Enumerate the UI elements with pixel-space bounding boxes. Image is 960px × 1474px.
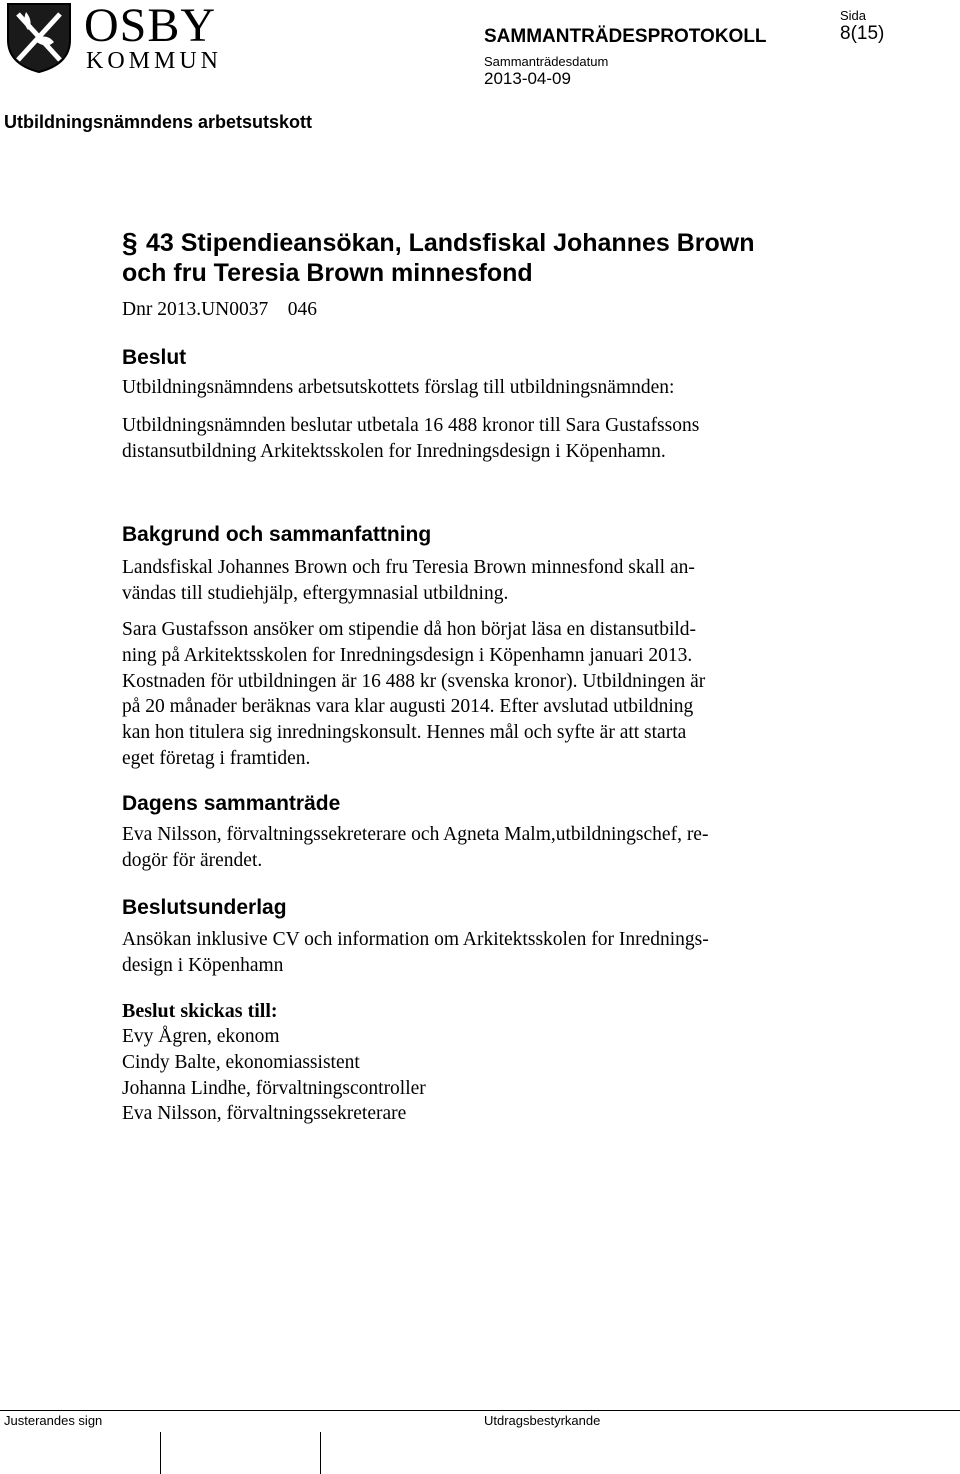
paragraph-line: Kostnaden för utbildningen är 16 488 kr (svenska kronor). Utbildningen är [122, 670, 706, 692]
paragraph-line: design i Köpenhamn [122, 954, 284, 976]
org-subtitle: KOMMUN [86, 48, 223, 74]
recipient-item: Evy Ågren, ekonom [122, 1026, 280, 1047]
paragraph-line: på 20 månader beräknas vara klar augusti 2014. Efter avslutad utbildning [122, 696, 694, 718]
municipal-crest-logo [4, 2, 74, 74]
bakgrund-heading: Bakgrund och sammanfattning [122, 523, 432, 546]
paragraph-line: kan hon titulera sig inredningskonsult. Hennes mål och syfte är att starta [122, 722, 687, 744]
underlag-heading: Beslutsunderlag [122, 896, 287, 919]
recipient-item: Cindy Balte, ekonomiassistent [122, 1051, 360, 1073]
recipient-item: Eva Nilsson, förvaltningssekreterare [122, 1103, 407, 1125]
footer-divider [0, 1410, 960, 1411]
paragraph-line: dogör för ärendet. [122, 849, 263, 871]
paragraph-line: Eva Nilsson, förvaltningssekreterare och Agneta Malm,utbildningschef, re- [122, 824, 709, 845]
dagens-heading: Dagens sammanträde [122, 792, 341, 815]
paragraph-line: Sara Gustafsson ansöker om stipendie då hon börjat läsa en distansutbild- [122, 619, 697, 640]
skickas-heading: Beslut skickas till: [122, 1000, 278, 1022]
committee-name: Utbildningsnämndens arbetsutskott [4, 112, 313, 132]
paragraph-line: Ansökan inklusive CV och information om Arkitektsskolen for Inrednings- [122, 929, 709, 950]
justerandes-sign-label: Justerandes sign [4, 1413, 103, 1428]
signature-box-divider [320, 1432, 321, 1474]
paragraph-line: eget företag i framtiden. [122, 747, 311, 769]
signature-box-divider [160, 1432, 161, 1474]
dagens-text [122, 822, 802, 874]
section-title [122, 228, 846, 288]
bakgrund-para1 [122, 555, 802, 607]
utdragsbestyrkande-label: Utdragsbestyrkande [484, 1413, 601, 1428]
diary-number: Dnr 2013.UN0037 046 [122, 299, 317, 320]
section-title-line2: och fru Teresia Brown minnesfond [122, 259, 533, 287]
beslut-line: distansutbildning Arkitektsskolen for Inredningsdesign i Köpenhamn. [122, 440, 666, 462]
date-value: 2013-04-09 [484, 69, 571, 88]
document-type: SAMMANTRÄDESPROTOKOLL [484, 26, 767, 47]
paragraph-line: vändas till studiehjälp, eftergymnasial utbildning. [122, 582, 509, 604]
beslut-line: Utbildningsnämnden beslutar utbetala 16 488 kronor till Sara Gustafssons [122, 415, 700, 436]
beslut-heading: Beslut [122, 346, 187, 369]
beslut-intro: Utbildningsnämndens arbetsutskottets förslag till utbildningsnämnden: [122, 377, 675, 398]
section-sign: § [122, 227, 138, 258]
paragraph-line: ning på Arkitektsskolen for Inredningsdesign i Köpenhamn januari 2013. [122, 644, 693, 666]
recipient-item: Johanna Lindhe, förvaltningscontroller [122, 1077, 426, 1099]
bakgrund-para2 [122, 617, 802, 772]
beslut-text [122, 413, 802, 465]
recipient-list [122, 1024, 802, 1127]
section-title-line1: 43 Stipendieansökan, Landsfiskal Johannes Brown [146, 229, 755, 257]
date-label: Sammanträdesdatum [484, 54, 609, 69]
paragraph-line: Landsfiskal Johannes Brown och fru Teresia Brown minnesfond skall an- [122, 557, 695, 578]
page-number: 8(15) [840, 23, 885, 44]
org-name: OSBY [84, 0, 217, 52]
page-label: Sida [840, 8, 867, 23]
underlag-text [122, 927, 802, 979]
